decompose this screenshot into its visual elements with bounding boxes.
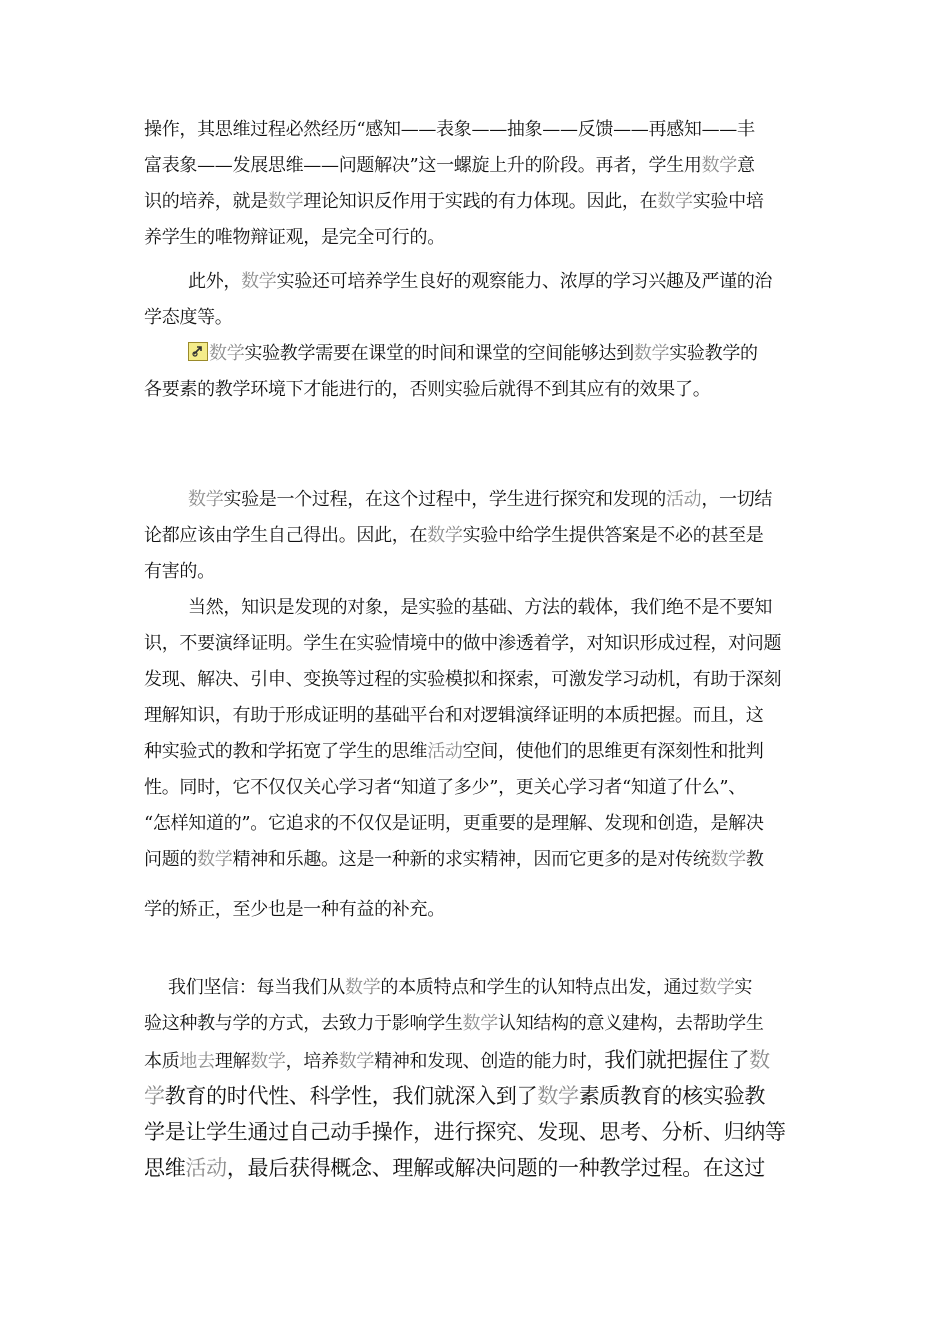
- text-line: “怎样知道的”。它追求的不仅仅是证明，更重要的是理解、发现和创造，是解决: [144, 813, 764, 834]
- text-line: 识的培养，就是数学理论知识反作用于实践的有力体现。因此，在数学实验中培: [144, 191, 764, 212]
- link-icon: [188, 342, 208, 361]
- paragraph-3: [144, 336, 808, 408]
- text-line: 此外，数学实验还可培养学生良好的观察能力、浓厚的学习兴趣及严谨的治: [188, 271, 773, 292]
- text-line: 有害的。: [144, 561, 215, 582]
- text-line: 思维活动，最后获得概念、理解或解决问题的一种教学过程。在这过: [144, 1156, 766, 1180]
- paragraph-6: [144, 970, 808, 1078]
- text-line: 验这种教与学的方式，去致力于影响学生数学认知结构的意义建构，去帮助学生: [144, 1013, 764, 1034]
- paragraph-2: [144, 264, 808, 336]
- text-line: 学的矫正，至少也是一种有益的补充。: [144, 899, 445, 920]
- text-line: 识，不要演绎证明。学生在实验情境中的做中渗透着学，对知识形成过程，对问题: [144, 633, 782, 654]
- text-line: 养学生的唯物辩证观，是完全可行的。: [144, 227, 445, 248]
- text-line: 学态度等。: [144, 307, 233, 328]
- text-line: 学是让学生通过自己动手操作，进行探究、发现、思考、分析、归纳等: [144, 1120, 786, 1144]
- text-line: 问题的数学精神和乐趣。这是一种新的求实精神，因而它更多的是对传统数学教: [144, 849, 764, 870]
- text-line: 数学实验是一个过程，在这个过程中，学生进行探究和发现的活动，一切结: [188, 489, 773, 510]
- text-line: 富表象——发展思维——问题解决”这一螺旋上升的阶段。再者，学生用数学意: [144, 155, 755, 176]
- paragraph-1: [144, 112, 808, 256]
- text-line: 理解知识，有助于形成证明的基础平台和对逻辑演绎证明的本质把握。而且，这: [144, 705, 764, 726]
- text-line: 种实验式的教和学拓宽了学生的思维活动空间，使他们的思维更有深刻性和批判: [144, 741, 764, 762]
- text-line: 性。同时，它不仅仅关心学习者“知道了多少”，更关心学习者“知道了什么”、: [144, 777, 747, 798]
- paragraph-6-continued: [144, 1078, 808, 1186]
- text-line: 各要素的教学环境下才能进行的，否则实验后就得不到其应有的效果了。: [144, 379, 711, 400]
- text-line: 发现、解决、引申、变换等过程的实验模拟和探索，可激发学习动机，有助于深刻: [144, 669, 782, 690]
- paragraph-4: [144, 482, 808, 590]
- text-line: 本质地去理解数学，培养数学精神和发现、创造的能力时，我们就把握住了数: [144, 1048, 770, 1072]
- text-line: 学教育的时代性、科学性，我们就深入到了数学素质教育的核实验教: [144, 1084, 766, 1108]
- text-line: 操作，其思维过程必然经历“感知——表象——抽象——反馈——再感知——丰: [144, 119, 755, 140]
- paragraph-5: [144, 590, 808, 928]
- text-line: 数学实验教学需要在课堂的时间和课堂的空间能够达到数学实验教学的: [144, 336, 808, 372]
- text-line: 我们坚信：每当我们从数学的本质特点和学生的认知特点出发，通过数学实: [168, 977, 753, 998]
- text-line: 当然，知识是发现的对象，是实验的基础、方法的载体，我们绝不是不要知: [188, 597, 773, 618]
- text-line: 论都应该由学生自己得出。因此，在数学实验中给学生提供答案是不必的甚至是: [144, 525, 764, 546]
